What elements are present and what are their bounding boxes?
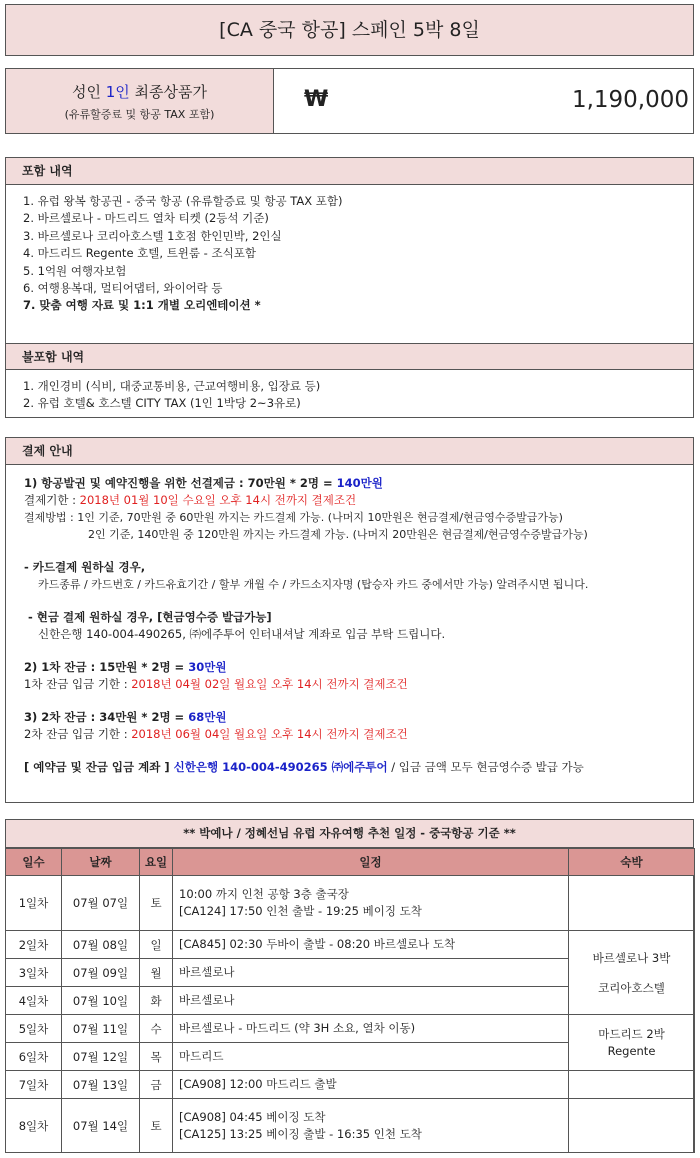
- cash-payment-title: - 현금 결제 원하실 경우, [현금영수증 발급가능]: [28, 610, 272, 624]
- row-plan: [CA908] 12:00 마드리드 출발: [173, 1071, 569, 1099]
- row-plan: 마드리드: [173, 1043, 569, 1071]
- row-date: 07월 07일: [62, 876, 140, 931]
- row-weekday: 수: [140, 1015, 173, 1043]
- table-row: [6, 1099, 695, 1153]
- row-stay: [569, 876, 695, 931]
- included-list: [6, 185, 693, 343]
- excluded-header: 불포함 내역: [6, 343, 693, 370]
- deposit-deadline: 2018년 01월 10일 수요일 오후 14시 전까지 결제조건: [79, 493, 357, 507]
- header-plan: 일정: [173, 849, 569, 876]
- schedule-box: [5, 819, 694, 1153]
- currency-symbol: ₩: [304, 87, 329, 112]
- header-date: 날짜: [62, 849, 140, 876]
- row-date: 07월 08일: [62, 931, 140, 959]
- card-payment-text: 카드종류 / 카드번호 / 카드유효기간 / 할부 개월 수 / 카드소지자명 (탑승자 카드 중에서만 가능) 알려주시면 됩니다.: [38, 578, 589, 591]
- price-label-pre: 성인: [71, 83, 106, 101]
- balance1-total: 30만원: [188, 660, 227, 674]
- page-title: [5, 4, 694, 56]
- row-plan: 10:00 까지 인천 공항 3층 출국장 [CA124] 17:50 인천 출발 - 19:25 베이징 도착: [173, 876, 569, 931]
- row-weekday: 화: [140, 987, 173, 1015]
- list-item: 2. 바르셀로나 - 마드리드 열차 티켓 (2등석 기준): [23, 211, 269, 226]
- row-day: 1일차: [6, 876, 62, 931]
- row-day: 7일차: [6, 1071, 62, 1099]
- row-weekday: 금: [140, 1071, 173, 1099]
- row-day: 6일차: [6, 1043, 62, 1071]
- row-weekday: 토: [140, 876, 173, 931]
- deposit-method-2: 2인 기준, 140만원 중 120만원 까지는 카드결제 가능. (나머지 20만원은 현금결제/현금영수증발급가능): [88, 528, 588, 541]
- inclusion-box: [5, 157, 694, 418]
- row-date: 07월 10일: [62, 987, 140, 1015]
- price-amount: 1,190,000: [571, 87, 689, 113]
- stay-barcelona: 바르셀로나 3박 코리아호스텔: [569, 931, 695, 1015]
- payment-body: [6, 465, 693, 776]
- row-date: 07월 14일: [62, 1099, 140, 1153]
- stay-madrid: 마드리드 2박 Regente: [569, 1015, 695, 1071]
- list-item: 6. 여행용복대, 멀티어댑터, 와이어락 등: [23, 281, 223, 296]
- row-date: 07월 11일: [62, 1015, 140, 1043]
- price-label: [6, 69, 274, 133]
- row-weekday: 월: [140, 959, 173, 987]
- price-value: [274, 69, 693, 133]
- header-day: 일수: [6, 849, 62, 876]
- page-title-text: [CA 중국 항공] 스페인 5박 8일: [219, 19, 480, 41]
- row-day: 3일차: [6, 959, 62, 987]
- header-stay: 숙박: [569, 849, 695, 876]
- row-weekday: 토: [140, 1099, 173, 1153]
- schedule-table: [5, 848, 695, 1153]
- balance1-deadline: 2018년 04월 02일 월요일 오후 14시 전까지 결제조건: [131, 677, 408, 691]
- row-day: 2일차: [6, 931, 62, 959]
- balance2-deadline: 2018년 06월 04일 월요일 오후 14시 전까지 결제조건: [131, 727, 408, 741]
- balance2-total: 68만원: [188, 710, 227, 724]
- list-item: 1. 개인경비 (식비, 대중교통비용, 근교여행비용, 입장료 등): [23, 379, 321, 393]
- row-day: 5일차: [6, 1015, 62, 1043]
- deposit-method-1: 결제방법 : 1인 기준, 70만원 중 60만원 까지는 카드결제 가능. (나머지 10만원은 현금결제/현금영수증발급가능): [24, 511, 563, 524]
- payment-box: [5, 437, 694, 803]
- row-stay: [569, 1099, 695, 1153]
- price-label-post: 최종상품가: [129, 83, 207, 101]
- price-label-per-person: 1인: [105, 83, 130, 101]
- table-row: [6, 931, 695, 959]
- cash-payment-text: 신한은행 140-004-490265, ㈜에주투어 인터내셔날 계좌로 입금 부탁 드립니다.: [38, 627, 446, 641]
- deposit-deadline-label: 결제기한 :: [24, 493, 80, 507]
- deposit-total: 140만원: [336, 476, 383, 490]
- row-day: 8일차: [6, 1099, 62, 1153]
- price-sub: (유류할증료 및 항공 TAX 포함): [64, 108, 215, 121]
- price-box: [5, 68, 694, 134]
- excluded-list: [6, 370, 693, 413]
- table-row: [6, 876, 695, 931]
- row-plan: [CA908] 04:45 베이징 도착 [CA125] 13:25 베이징 출발 - 16:35 인천 도착: [173, 1099, 569, 1153]
- list-item: 1. 유럽 왕복 항공권 - 중국 항공 (유류할증료 및 항공 TAX 포함): [23, 194, 343, 208]
- table-row: [6, 1015, 695, 1043]
- row-day: 4일차: [6, 987, 62, 1015]
- row-plan: [CA845] 02:30 두바이 출발 - 08:20 바르셀로나 도착: [173, 931, 569, 959]
- row-weekday: 목: [140, 1043, 173, 1071]
- balance2-title: 3) 2차 잔금 : 34만원 * 2명 =: [24, 710, 189, 724]
- row-date: 07월 09일: [62, 959, 140, 987]
- list-item: 2. 유럽 호텔& 호스텔 CITY TAX (1인 1박당 2~3유로): [23, 396, 301, 411]
- table-row: [6, 1071, 695, 1099]
- balance1-deadline-label: 1차 잔금 입금 기한 :: [24, 677, 132, 691]
- account-note: / 입금 금액 모두 현금영수증 발급 가능: [387, 760, 584, 774]
- list-item-bold: 7. 맞춤 여행 자료 및 1:1 개별 오리엔테이션 *: [23, 298, 261, 313]
- table-header-row: [6, 849, 695, 876]
- card-payment-title: - 카드결제 원하실 경우,: [24, 560, 146, 574]
- balance1-title: 2) 1차 잔금 : 15만원 * 2명 =: [24, 660, 189, 674]
- row-plan: 바르셀로나 - 마드리드 (약 3H 소요, 열차 이동): [173, 1015, 569, 1043]
- list-item: 4. 마드리드 Regente 호텔, 트윈룸 - 조식포함: [23, 246, 256, 261]
- included-header: 포함 내역: [6, 158, 693, 185]
- row-date: 07월 13일: [62, 1071, 140, 1099]
- account-label: [ 예약금 및 잔금 입금 계좌 ]: [24, 760, 174, 774]
- payment-header: 결제 안내: [6, 438, 693, 465]
- account-value: 신한은행 140-004-490265 ㈜에주투어: [173, 760, 388, 774]
- deposit-title: 1) 항공발권 및 예약진행을 위한 선결제금 : 70만원 * 2명 =: [24, 476, 337, 490]
- row-date: 07월 12일: [62, 1043, 140, 1071]
- row-stay: [569, 1071, 695, 1099]
- schedule-title: ** 박예나 / 정혜선님 유럽 자유여행 추천 일정 - 중국항공 기준 **: [6, 820, 693, 848]
- row-plan: 바르셀로나: [173, 959, 569, 987]
- list-item: 3. 바르셀로나 코리아호스텔 1호점 한인민박, 2인실: [23, 228, 282, 243]
- row-plan: 바르셀로나: [173, 987, 569, 1015]
- list-item: 5. 1억원 여행자보험: [23, 263, 127, 278]
- header-weekday: 요일: [140, 849, 173, 876]
- row-weekday: 일: [140, 931, 173, 959]
- balance2-deadline-label: 2차 잔금 입금 기한 :: [24, 727, 132, 741]
